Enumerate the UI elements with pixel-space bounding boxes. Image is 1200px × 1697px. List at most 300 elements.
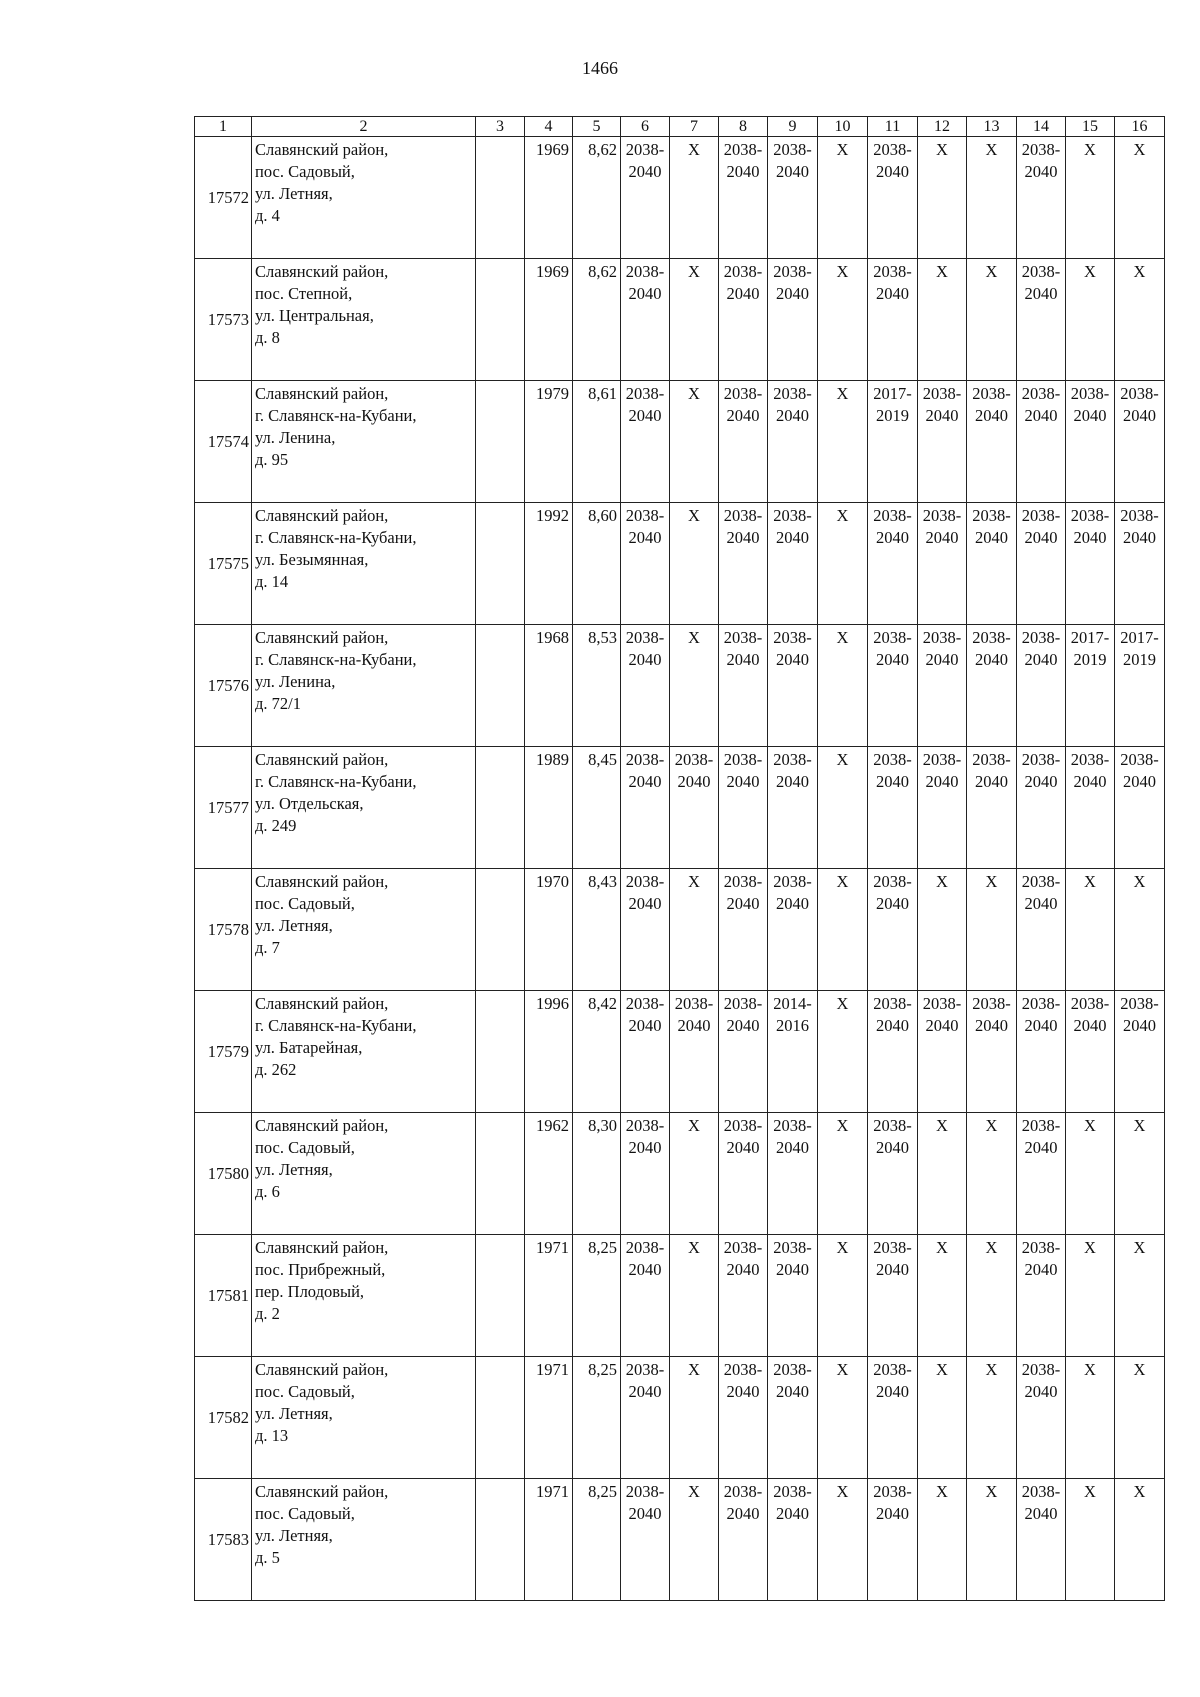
period-start: 2038- — [723, 628, 763, 647]
period-end: 2040 — [726, 1260, 760, 1279]
period-start: X — [985, 1116, 998, 1135]
period-cell — [1115, 1113, 1165, 1235]
address-line: г. Славянск-на-Кубани, — [255, 406, 417, 425]
period-cell — [768, 1235, 818, 1357]
period-cell — [1017, 1357, 1066, 1479]
period-cell — [818, 259, 868, 381]
period-start: 2038- — [723, 384, 763, 403]
period-cell — [1017, 747, 1066, 869]
period-start: X — [836, 140, 849, 159]
period-cell — [768, 747, 818, 869]
period-start: X — [1133, 1360, 1146, 1379]
period-start: 2038- — [873, 262, 912, 281]
period-start: 2038- — [873, 1482, 912, 1501]
period-start: X — [1133, 140, 1146, 159]
empty-cell — [476, 1113, 525, 1235]
empty-cell — [476, 381, 525, 503]
period-cell — [768, 503, 818, 625]
column-number-header: 3 — [476, 117, 525, 137]
period-start: 2038- — [723, 872, 763, 891]
housing-registry-table — [194, 116, 1165, 1601]
period-cell — [818, 381, 868, 503]
address-line: Славянский район, — [255, 628, 389, 647]
period-end: 2040 — [677, 772, 711, 791]
column-number-header: 6 — [621, 117, 670, 137]
record-number: 17582 — [195, 1357, 252, 1479]
period-cell — [670, 259, 719, 381]
period-cell — [818, 503, 868, 625]
column-number-row — [195, 117, 1165, 137]
period-end: 2040 — [776, 1382, 809, 1401]
period-cell — [670, 1235, 719, 1357]
period-start: 2038- — [723, 140, 763, 159]
record-number: 17575 — [195, 503, 252, 625]
period-end: 2040 — [975, 772, 1008, 791]
period-start: 2038- — [1021, 1482, 1061, 1501]
period-end: 2040 — [628, 528, 662, 547]
record-number: 17580 — [195, 1113, 252, 1235]
address-line: Славянский район, — [255, 1360, 389, 1379]
address-cell — [252, 747, 476, 869]
period-cell — [1115, 869, 1165, 991]
year-cell: 1971 — [525, 1479, 573, 1601]
period-start: 2038- — [972, 628, 1011, 647]
period-cell — [868, 1113, 918, 1235]
address-cell — [252, 1479, 476, 1601]
period-start: X — [688, 140, 700, 159]
period-start: X — [936, 1360, 948, 1379]
period-cell — [1066, 625, 1115, 747]
record-number: 17577 — [195, 747, 252, 869]
period-start: 2038- — [972, 384, 1011, 403]
period-end: 2040 — [1024, 1138, 1058, 1157]
period-end: 2040 — [1073, 406, 1107, 425]
period-cell — [621, 991, 670, 1113]
period-cell — [621, 869, 670, 991]
period-cell — [1017, 137, 1066, 259]
period-cell — [1017, 1479, 1066, 1601]
period-start: X — [936, 872, 948, 891]
period-cell — [967, 991, 1017, 1113]
period-end: 2040 — [726, 1016, 760, 1035]
period-start: 2038- — [922, 750, 962, 769]
period-start: X — [1133, 1482, 1146, 1501]
period-start: 2038- — [1070, 384, 1110, 403]
address-line: пос. Садовый, — [255, 1382, 355, 1401]
period-cell — [670, 625, 719, 747]
period-cell — [868, 137, 918, 259]
period-cell — [868, 259, 918, 381]
period-cell — [768, 1357, 818, 1479]
period-cell — [967, 137, 1017, 259]
period-end: 2040 — [726, 284, 760, 303]
period-end: 2040 — [1024, 528, 1058, 547]
address-cell — [252, 1357, 476, 1479]
period-cell — [818, 869, 868, 991]
period-cell — [768, 625, 818, 747]
wear-cell: 8,45 — [573, 747, 621, 869]
period-start: X — [1084, 1116, 1096, 1135]
period-end: 2040 — [975, 406, 1008, 425]
period-cell — [967, 747, 1017, 869]
period-cell — [868, 381, 918, 503]
period-start: 2038- — [1070, 506, 1110, 525]
period-start: X — [936, 262, 948, 281]
period-end: 2040 — [1024, 406, 1058, 425]
table-row — [195, 137, 1165, 259]
period-cell — [818, 625, 868, 747]
period-cell — [719, 1235, 768, 1357]
period-start: 2038- — [1021, 1116, 1061, 1135]
period-start: X — [1084, 872, 1096, 891]
period-start: X — [1084, 262, 1096, 281]
period-cell — [670, 1357, 719, 1479]
period-end: 2040 — [776, 894, 809, 913]
period-cell — [868, 503, 918, 625]
period-cell — [967, 625, 1017, 747]
address-line: д. 249 — [255, 816, 297, 835]
period-end: 2040 — [628, 650, 662, 669]
period-cell — [719, 747, 768, 869]
address-line: пос. Садовый, — [255, 162, 355, 181]
column-number-header: 13 — [967, 117, 1017, 137]
period-start: X — [688, 628, 700, 647]
table-row — [195, 1113, 1165, 1235]
period-cell — [1066, 991, 1115, 1113]
period-end: 2040 — [925, 650, 959, 669]
period-end: 2040 — [876, 162, 909, 181]
address-line: ул. Летняя, — [255, 916, 333, 935]
period-start: X — [836, 384, 849, 403]
period-start: X — [688, 872, 700, 891]
period-end: 2040 — [628, 284, 662, 303]
period-cell — [768, 259, 818, 381]
period-end: 2040 — [776, 1504, 809, 1523]
record-number: 17576 — [195, 625, 252, 747]
period-start: 2038- — [723, 506, 763, 525]
period-cell — [918, 259, 967, 381]
period-cell — [1017, 1235, 1066, 1357]
period-end: 2040 — [1073, 1016, 1107, 1035]
period-cell — [621, 1357, 670, 1479]
period-start: X — [1133, 1116, 1146, 1135]
address-line: Славянский район, — [255, 506, 389, 525]
period-start: 2038- — [1021, 750, 1061, 769]
period-start: 2038- — [1021, 1238, 1061, 1257]
period-end: 2040 — [776, 772, 809, 791]
period-start: X — [836, 872, 849, 891]
address-line: Славянский район, — [255, 384, 389, 403]
period-cell — [967, 259, 1017, 381]
period-end: 2040 — [876, 1138, 909, 1157]
period-end: 2040 — [1024, 1382, 1058, 1401]
period-cell — [621, 381, 670, 503]
period-end: 2040 — [726, 1138, 760, 1157]
period-cell — [868, 869, 918, 991]
column-number-header: 7 — [670, 117, 719, 137]
address-line: Славянский район, — [255, 1482, 389, 1501]
period-cell — [918, 1113, 967, 1235]
period-cell — [621, 1113, 670, 1235]
address-line: пос. Прибрежный, — [255, 1260, 386, 1279]
period-cell — [868, 1479, 918, 1601]
period-start: 2038- — [723, 1116, 763, 1135]
period-end: 2040 — [876, 284, 909, 303]
period-end: 2040 — [876, 894, 909, 913]
period-start: X — [688, 1116, 700, 1135]
period-start: 2038- — [773, 1360, 812, 1379]
wear-cell: 8,62 — [573, 137, 621, 259]
period-end: 2040 — [776, 406, 809, 425]
wear-cell: 8,60 — [573, 503, 621, 625]
period-start: 2038- — [723, 1360, 763, 1379]
period-start: 2038- — [723, 262, 763, 281]
period-start: X — [836, 1116, 849, 1135]
address-cell — [252, 625, 476, 747]
period-cell — [670, 137, 719, 259]
period-cell — [719, 991, 768, 1113]
period-start: 2038- — [773, 262, 812, 281]
period-start: 2038- — [723, 1482, 763, 1501]
address-line: д. 14 — [255, 572, 289, 591]
empty-cell — [476, 1235, 525, 1357]
period-end: 2040 — [726, 406, 760, 425]
period-cell — [621, 1479, 670, 1601]
address-cell — [252, 869, 476, 991]
address-cell — [252, 259, 476, 381]
column-number-header: 12 — [918, 117, 967, 137]
address-cell — [252, 137, 476, 259]
table-row — [195, 869, 1165, 991]
empty-cell — [476, 625, 525, 747]
table-row — [195, 1235, 1165, 1357]
period-start: 2038- — [1120, 994, 1159, 1013]
record-number: 17581 — [195, 1235, 252, 1357]
period-end: 2040 — [776, 650, 809, 669]
address-line: Славянский район, — [255, 872, 389, 891]
period-end: 2040 — [975, 650, 1008, 669]
record-number: 17573 — [195, 259, 252, 381]
period-start: 2038- — [972, 750, 1011, 769]
period-end: 2040 — [876, 1260, 909, 1279]
period-cell — [1066, 503, 1115, 625]
period-end: 2040 — [628, 406, 662, 425]
period-cell — [918, 1357, 967, 1479]
year-cell: 1996 — [525, 991, 573, 1113]
period-end: 2040 — [1024, 1260, 1058, 1279]
period-end: 2040 — [628, 162, 662, 181]
period-cell — [768, 1113, 818, 1235]
period-start: X — [985, 1482, 998, 1501]
period-cell — [1115, 625, 1165, 747]
address-cell — [252, 503, 476, 625]
period-cell — [868, 747, 918, 869]
period-cell — [719, 1357, 768, 1479]
period-cell — [1017, 991, 1066, 1113]
column-number-header: 11 — [868, 117, 918, 137]
period-start: X — [836, 1238, 849, 1257]
period-start: 2038- — [873, 872, 912, 891]
empty-cell — [476, 1479, 525, 1601]
period-end: 2040 — [726, 1382, 760, 1401]
address-line: ул. Летняя, — [255, 1160, 333, 1179]
period-end: 2040 — [925, 1016, 959, 1035]
period-start: 2038- — [625, 750, 665, 769]
period-end: 2040 — [1024, 650, 1058, 669]
period-start: 2038- — [873, 628, 912, 647]
period-cell — [818, 137, 868, 259]
period-cell — [670, 503, 719, 625]
period-start: 2038- — [1021, 506, 1061, 525]
year-cell: 1968 — [525, 625, 573, 747]
period-end: 2040 — [628, 1504, 662, 1523]
period-start: 2038- — [1070, 750, 1110, 769]
period-end: 2040 — [925, 528, 959, 547]
period-start: 2038- — [972, 506, 1011, 525]
column-number-header: 1 — [195, 117, 252, 137]
period-start: X — [688, 384, 700, 403]
period-cell — [719, 1479, 768, 1601]
period-end: 2040 — [726, 650, 760, 669]
period-end: 2040 — [628, 1260, 662, 1279]
period-cell — [1066, 381, 1115, 503]
period-cell — [1066, 137, 1115, 259]
column-number-header: 5 — [573, 117, 621, 137]
period-cell — [1115, 259, 1165, 381]
period-cell — [1115, 1357, 1165, 1479]
period-cell — [1115, 747, 1165, 869]
period-end: 2040 — [726, 528, 760, 547]
period-start: 2038- — [1120, 506, 1159, 525]
period-start: X — [688, 506, 700, 525]
period-end: 2040 — [1024, 772, 1058, 791]
period-cell — [1115, 1235, 1165, 1357]
period-end: 2040 — [925, 772, 959, 791]
period-end: 2019 — [876, 406, 909, 425]
period-cell — [918, 1479, 967, 1601]
period-start: X — [1084, 140, 1096, 159]
period-cell — [1066, 869, 1115, 991]
period-start: X — [836, 750, 849, 769]
empty-cell — [476, 869, 525, 991]
period-start: 2038- — [674, 750, 714, 769]
period-end: 2040 — [628, 1016, 662, 1035]
page-number: 1466 — [582, 58, 618, 78]
period-end: 2019 — [1073, 650, 1107, 669]
period-start: X — [836, 628, 849, 647]
empty-cell — [476, 503, 525, 625]
period-cell — [621, 625, 670, 747]
period-start: 2038- — [873, 506, 912, 525]
period-start: 2038- — [625, 140, 665, 159]
table-row — [195, 1479, 1165, 1601]
period-cell — [768, 381, 818, 503]
period-start: 2038- — [773, 1116, 812, 1135]
empty-cell — [476, 991, 525, 1113]
period-cell — [670, 747, 719, 869]
address-line: Славянский район, — [255, 140, 389, 159]
period-start: 2038- — [1021, 384, 1061, 403]
wear-cell: 8,30 — [573, 1113, 621, 1235]
period-start: 2038- — [1021, 1360, 1061, 1379]
column-number-header: 4 — [525, 117, 573, 137]
period-start: 2038- — [1070, 994, 1110, 1013]
period-start: X — [936, 1482, 948, 1501]
period-end: 2040 — [628, 1382, 662, 1401]
period-start: X — [985, 1238, 998, 1257]
address-line: Славянский район, — [255, 1238, 389, 1257]
period-end: 2040 — [876, 528, 909, 547]
empty-cell — [476, 259, 525, 381]
year-cell: 1971 — [525, 1357, 573, 1479]
column-number-header: 9 — [768, 117, 818, 137]
period-end: 2016 — [776, 1016, 809, 1035]
period-end: 2040 — [1123, 1016, 1156, 1035]
period-start: 2038- — [625, 506, 665, 525]
address-line: ул. Летняя, — [255, 1526, 333, 1545]
period-cell — [1115, 137, 1165, 259]
address-line: ул. Отдельская, — [255, 794, 364, 813]
period-end: 2040 — [776, 1260, 809, 1279]
period-cell — [621, 503, 670, 625]
period-start: 2038- — [723, 994, 763, 1013]
period-cell — [918, 625, 967, 747]
period-start: 2017- — [1070, 628, 1110, 647]
period-start: X — [1133, 262, 1146, 281]
period-end: 2040 — [876, 1504, 909, 1523]
record-number: 17574 — [195, 381, 252, 503]
period-start: 2038- — [922, 506, 962, 525]
wear-cell: 8,43 — [573, 869, 621, 991]
period-end: 2019 — [1123, 650, 1156, 669]
period-end: 2040 — [726, 162, 760, 181]
period-cell — [621, 1235, 670, 1357]
column-number-header: 10 — [818, 117, 868, 137]
period-start: X — [836, 1360, 849, 1379]
address-line: д. 262 — [255, 1060, 297, 1079]
period-start: 2017- — [1120, 628, 1159, 647]
period-cell — [719, 869, 768, 991]
period-cell — [719, 381, 768, 503]
period-cell — [1066, 747, 1115, 869]
period-cell — [818, 1235, 868, 1357]
period-end: 2040 — [1123, 528, 1156, 547]
period-cell — [1066, 1479, 1115, 1601]
period-cell — [719, 625, 768, 747]
period-cell — [1066, 1357, 1115, 1479]
period-start: X — [985, 262, 998, 281]
period-cell — [918, 503, 967, 625]
period-cell — [818, 1357, 868, 1479]
table-row — [195, 503, 1165, 625]
period-start: 2038- — [773, 628, 812, 647]
period-cell — [818, 991, 868, 1113]
period-end: 2040 — [776, 284, 809, 303]
period-end: 2040 — [628, 894, 662, 913]
column-number-header: 15 — [1066, 117, 1115, 137]
year-cell: 1962 — [525, 1113, 573, 1235]
period-start: 2038- — [674, 994, 714, 1013]
wear-cell: 8,42 — [573, 991, 621, 1113]
address-line: ул. Ленина, — [255, 428, 336, 447]
column-number-header: 14 — [1017, 117, 1066, 137]
period-cell — [1115, 381, 1165, 503]
address-cell — [252, 381, 476, 503]
period-cell — [918, 869, 967, 991]
address-line: Славянский район, — [255, 750, 389, 769]
period-cell — [1066, 259, 1115, 381]
address-line: ул. Летняя, — [255, 184, 333, 203]
